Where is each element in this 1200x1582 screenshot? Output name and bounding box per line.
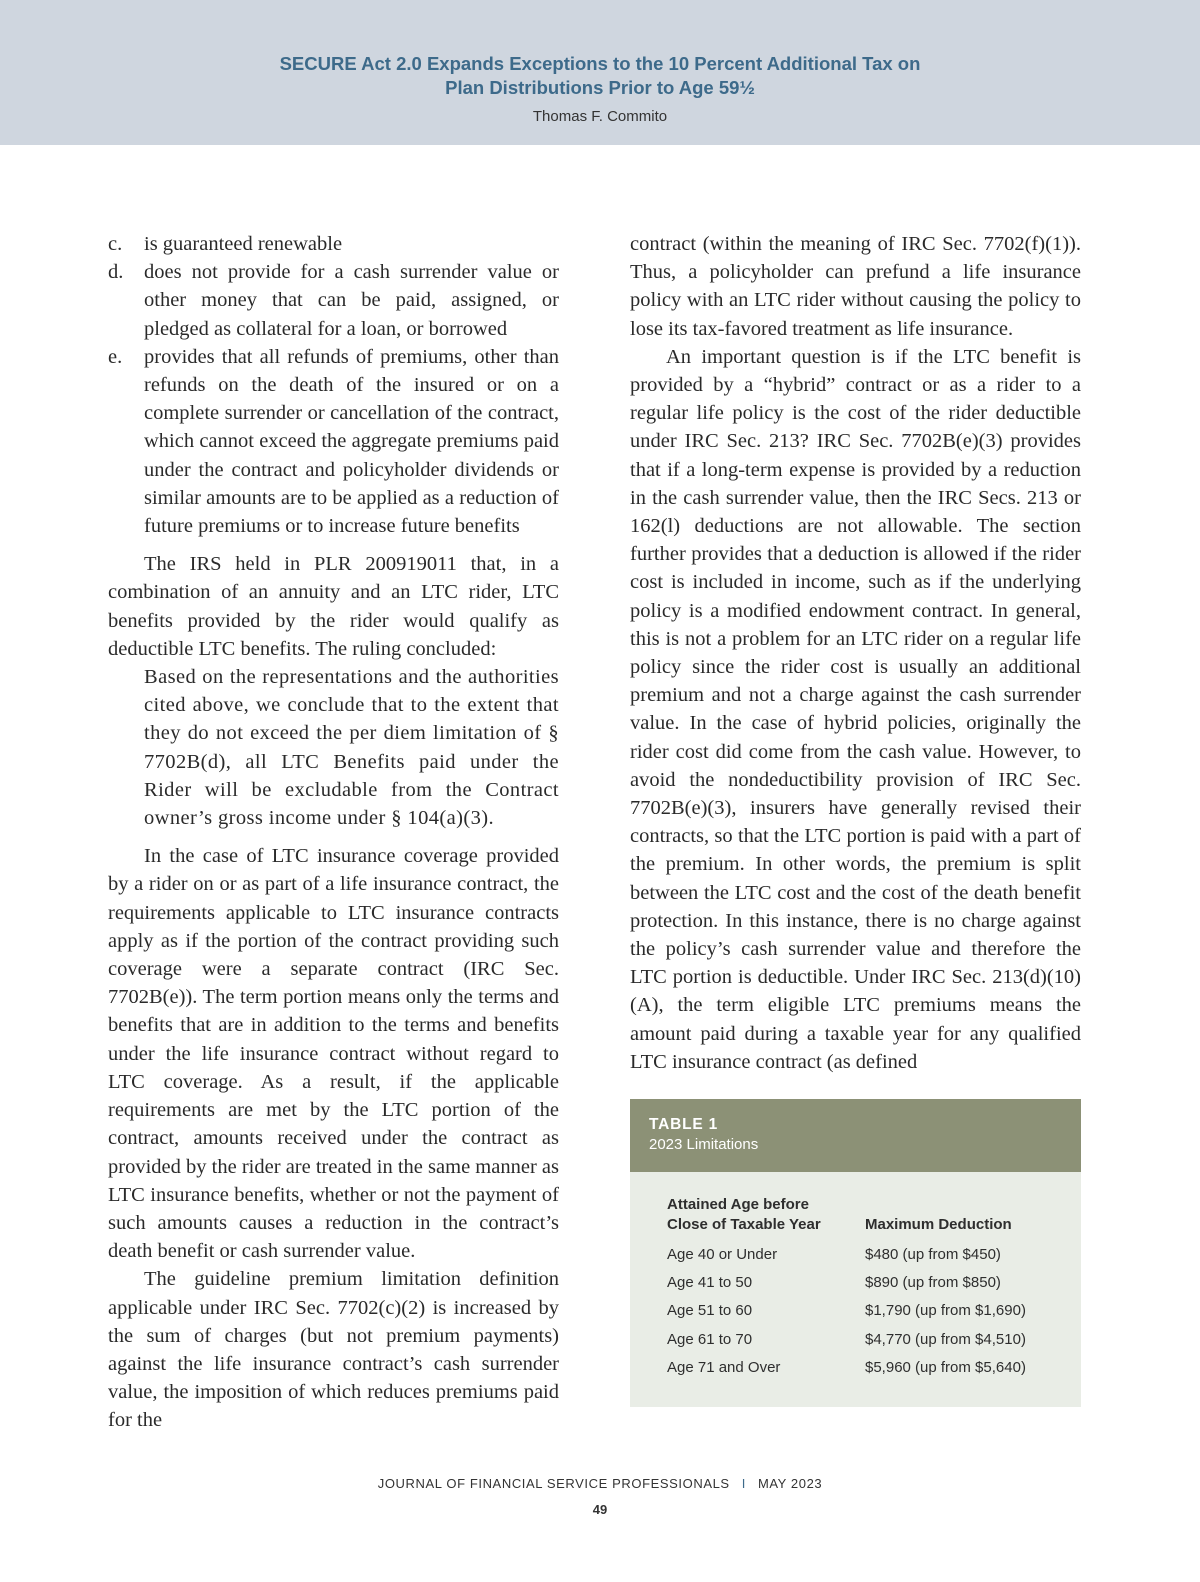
footer-separator: I: [741, 1476, 746, 1491]
deduction-cell: $4,770 (up from $4,510): [865, 1330, 1026, 1348]
list-marker: e.: [108, 345, 123, 368]
limitations-table: [630, 1099, 1081, 1407]
deduction-cell: $5,960 (up from $5,640): [865, 1358, 1026, 1376]
deduction-cell: $890 (up from $850): [865, 1274, 1001, 1292]
table-header-row: [667, 1195, 1026, 1241]
body-paragraph: An important question is if the LTC benefit is provided by a “hybrid” contract or as a rider to a regular life policy is the cost of the rider deductible under IRC Sec. 213? IRC Sec. 7702B(e)(3) provides that if a long-term expense is provided by a reduction in the cash surrender value, then the IRC Secs. 213 or 162(l) deductions are not allowable. The section further provides that a deduction is allowed if the rider cost is included in income, such as if the underlying policy is a modified endowment contract. In general, this is not a problem for an LTC rider on a regular life policy since the rider cost is usually an additional premium and not a charge against the cash surrender value. In the case of hybrid policies, originally the rider cost did come from the cash value. However, to avoid the nondeductibility provision of IRC Sec. 7702B(e)(3), insurers have generally revised their contracts, so that the LTC portion is paid with a part of the premium. In other words, the premium is split between the LTC cost and the cost of the death benefit protection. In this instance, there is no charge against the policy’s cash surrender value and therefore the LTC portion is deductible. Under IRC Sec. 213(d)(10)(A), the term eligible LTC premiums means the amount paid during a taxable year for any qualified LTC insurance contract (as defined: [630, 345, 1081, 1073]
journal-name: JOURNAL OF FINANCIAL SERVICE PROFESSIONALS: [377, 1476, 730, 1491]
age-cell: Age 51 to 60: [667, 1302, 753, 1320]
list-text: is guaranteed renewable: [144, 233, 343, 255]
left-column: [108, 230, 559, 1435]
table-row: [667, 1269, 1026, 1297]
list-marker: d.: [108, 261, 124, 284]
body-paragraph: In the case of LTC insurance coverage provided by a rider on or as part of a life insurance contract, the requirements applicable to LTC insurance contracts apply as if the portion of the contract providing such coverage were a separate contract (IRC Sec. 7702B(e)). The term portion means only the terms and benefits that are in addition to the terms and benefits under the life insurance contract without regard to LTC coverage. As a result, if the applicable requirements are met by the LTC portion of the contract, amounts received under the contract as provided by the rider are treated in the same manner as LTC insurance benefits, whether or not the payment of such amounts causes a reduction in the contract’s death benefit or cash surrender value.: [108, 845, 559, 1263]
block-quote: Based on the representations and the authorities cited above, we conclude that to the extent that they do not exceed the per diem limitation of § 7702B(d), all LTC Benefits paid under the Rider will be excludable from the Contract owner’s gross income under § 104(a)(3).: [144, 666, 559, 830]
body-paragraph: The guideline premium limitation definition applicable under IRC Sec. 7702(c)(2) is increased by the sum of charges (but not premium payments) against the life insurance contract’s cash surrender value, the imposition of which reduces premiums paid for the: [108, 1268, 559, 1432]
body-paragraph: The IRS held in PLR 200919011 that, in a combination of an annuity and an LTC rider, LTC benefits provided by the rider would qualify as deductible LTC benefits. The ruling concluded:: [108, 553, 559, 660]
column-header-age: [667, 1195, 865, 1241]
column-header-age-line-1: Attained Age before: [667, 1196, 809, 1213]
article-title-line-1: SECURE Act 2.0 Expands Exceptions to the 10 Percent Additional Tax on: [279, 53, 921, 74]
list-text: does not provide for a cash surrender value or other money that can be paid, assigned, or pledged as collateral for a loan, or borrowed: [144, 261, 559, 340]
table-row: [667, 1297, 1026, 1325]
page-footer: [0, 1476, 1200, 1491]
list-item: [108, 258, 559, 343]
list-marker: c.: [108, 233, 123, 255]
article-header: [0, 0, 1200, 145]
table-row: [667, 1326, 1026, 1354]
deduction-cell: $1,790 (up from $1,690): [865, 1302, 1026, 1320]
article-title: [0, 52, 1200, 100]
body-paragraph: contract (within the meaning of IRC Sec. 7702(f)(1)). Thus, a policyholder can prefund a life insurance policy with an LTC rider without causing the policy to lose its tax-favored treatment as life insurance.: [630, 233, 1081, 340]
table-header-band: [630, 1099, 1081, 1172]
column-header-deduction: Maximum Deduction: [865, 1216, 1012, 1233]
right-column: [630, 230, 1081, 1076]
list-item: [108, 343, 559, 540]
age-cell: Age 41 to 50: [667, 1274, 753, 1292]
article-title-line-2: Plan Distributions Prior to Age 59½: [445, 77, 755, 98]
age-cell: Age 71 and Over: [667, 1358, 781, 1376]
table-row: [667, 1354, 1026, 1382]
list-text: provides that all refunds of premiums, other than refunds on the death of the insured or on a complete surrender or cancellation of the contract, which cannot exceed the aggregate premiums paid under the contract and policyholder dividends or similar amounts are to be applied as a reduction of future premiums or to increase future benefits: [144, 345, 559, 538]
deduction-cell: $480 (up from $450): [865, 1246, 1001, 1263]
page-number: 49: [592, 1502, 608, 1517]
age-cell: Age 40 or Under: [667, 1246, 778, 1263]
age-cell: Age 61 to 70: [667, 1330, 753, 1348]
article-author: Thomas F. Commito: [532, 108, 668, 125]
issue-date: MAY 2023: [757, 1476, 823, 1491]
table-label: TABLE 1: [649, 1116, 719, 1133]
column-header-age-line-2: Close of Taxable Year: [667, 1216, 821, 1233]
table-row: [667, 1241, 1026, 1269]
limitations-data-table: [667, 1195, 1026, 1382]
list-item: [108, 230, 559, 258]
table-caption: 2023 Limitations: [649, 1136, 759, 1153]
